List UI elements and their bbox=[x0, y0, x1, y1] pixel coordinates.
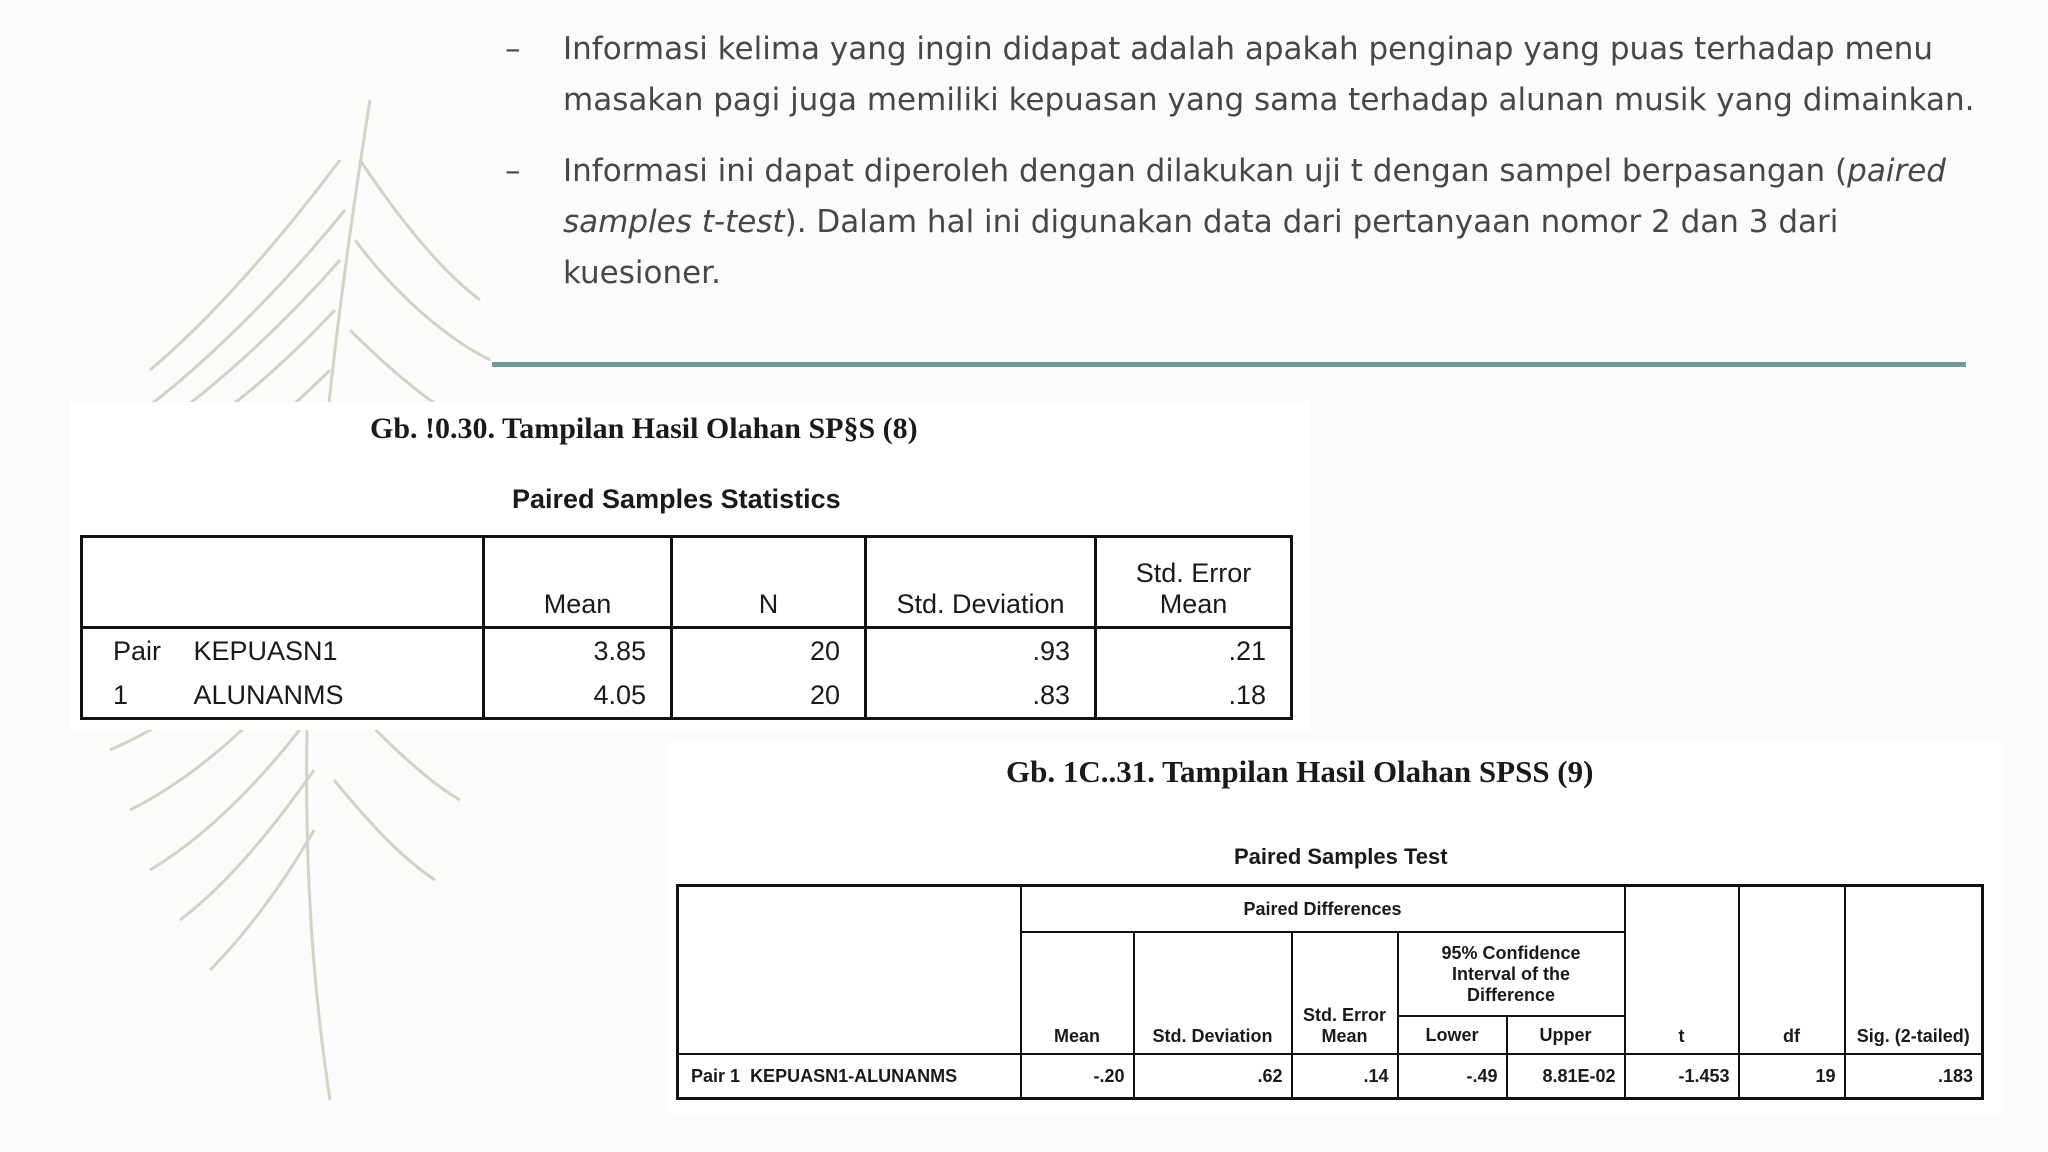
bullet-text-part: ). Dalam hal ini digunakan data dari pertanyaan nomor 2 dan 3 dari kuesioner. bbox=[563, 204, 1839, 291]
bullet-text: Informasi kelima yang ingin didapat adalah apakah penginap yang puas terhadap menu masakan pagi juga memiliki kepuasan yang sama terhadap alunan musik yang dimainkan. bbox=[563, 31, 1975, 118]
table-title: Paired Samples Test bbox=[1234, 844, 1448, 869]
cell-upper: 8.81E-02 bbox=[1507, 1054, 1625, 1099]
cell-mean: 4.05 bbox=[484, 673, 672, 719]
header-t: t bbox=[1625, 886, 1739, 1055]
header-cell: N bbox=[672, 537, 866, 628]
bullet-text bbox=[563, 146, 1975, 299]
statistics-table bbox=[80, 535, 1293, 720]
table-title: Paired Samples Statistics bbox=[512, 484, 841, 514]
header-mean: Mean bbox=[1021, 932, 1134, 1054]
figure-caption: Gb. !0.30. Tampilan Hasil Olahan SP§S (8) bbox=[370, 412, 918, 445]
bullet-dash: – bbox=[505, 153, 521, 189]
header-sd: Std. Deviation bbox=[1134, 932, 1292, 1054]
table-row bbox=[678, 1054, 1983, 1099]
cell-sig: .183 bbox=[1845, 1054, 1983, 1099]
pair-label: Pair 1 bbox=[691, 1065, 741, 1086]
cell-se: .18 bbox=[1096, 673, 1292, 719]
cell-se: .21 bbox=[1096, 628, 1292, 674]
bullet-dash: – bbox=[505, 31, 521, 67]
header-text: Mean bbox=[1159, 589, 1228, 619]
header-upper: Upper bbox=[1507, 1016, 1625, 1054]
cell-se: .14 bbox=[1292, 1054, 1398, 1099]
cell-lower: -.49 bbox=[1398, 1054, 1507, 1099]
test-table bbox=[676, 884, 1984, 1100]
bullet-item bbox=[505, 146, 1975, 299]
cell-n: 20 bbox=[672, 673, 866, 719]
pair-variables: KEPUASN1-ALUNANMS bbox=[750, 1065, 958, 1086]
cell-t: -1.453 bbox=[1625, 1054, 1739, 1099]
row-variable: ALUNANMS bbox=[194, 673, 484, 719]
bullet-list bbox=[505, 24, 1975, 319]
header-text: Std. Error bbox=[1135, 558, 1252, 588]
cell-mean: 3.85 bbox=[484, 628, 672, 674]
header-sig: Sig. (2-tailed) bbox=[1845, 886, 1983, 1055]
table-row bbox=[82, 628, 1292, 674]
cell-df: 19 bbox=[1739, 1054, 1845, 1099]
cell-n: 20 bbox=[672, 628, 866, 674]
row-pair-label bbox=[678, 1054, 1021, 1099]
header-empty bbox=[678, 886, 1021, 1055]
header-cell: Std. Deviation bbox=[866, 537, 1096, 628]
header-paired-differences: Paired Differences bbox=[1021, 886, 1625, 933]
figure-paired-samples-test bbox=[668, 742, 2003, 1114]
row-label: Pair bbox=[82, 628, 194, 674]
cell-sd: .93 bbox=[866, 628, 1096, 674]
header-df: df bbox=[1739, 886, 1845, 1055]
bullet-text-part: Informasi ini dapat diperoleh dengan dilakukan uji t dengan sampel berpasangan ( bbox=[563, 153, 1848, 189]
header-cell bbox=[1096, 537, 1292, 628]
cell-sd: .62 bbox=[1134, 1054, 1292, 1099]
row-label: 1 bbox=[82, 673, 194, 719]
cell-sd: .83 bbox=[866, 673, 1096, 719]
table-row bbox=[82, 673, 1292, 719]
header-se: Std. Error Mean bbox=[1292, 932, 1398, 1054]
cell-mean: -.20 bbox=[1021, 1054, 1134, 1099]
table-header-row bbox=[678, 886, 1983, 933]
bullet-text-italic: paired samples t-test bbox=[563, 153, 1946, 240]
figure-caption: Gb. 1C..31. Tampilan Hasil Olahan SPSS (9) bbox=[1006, 754, 1594, 789]
bullet-item bbox=[505, 24, 1975, 126]
header-cell: Mean bbox=[484, 537, 672, 628]
figure-paired-samples-statistics bbox=[70, 402, 1310, 730]
header-empty bbox=[82, 537, 484, 628]
header-ci: 95% Confidence Interval of the Difference bbox=[1398, 932, 1625, 1016]
section-divider bbox=[492, 362, 1966, 367]
row-variable: KEPUASN1 bbox=[194, 628, 484, 674]
header-lower: Lower bbox=[1398, 1016, 1507, 1054]
table-header-row bbox=[82, 537, 1292, 628]
